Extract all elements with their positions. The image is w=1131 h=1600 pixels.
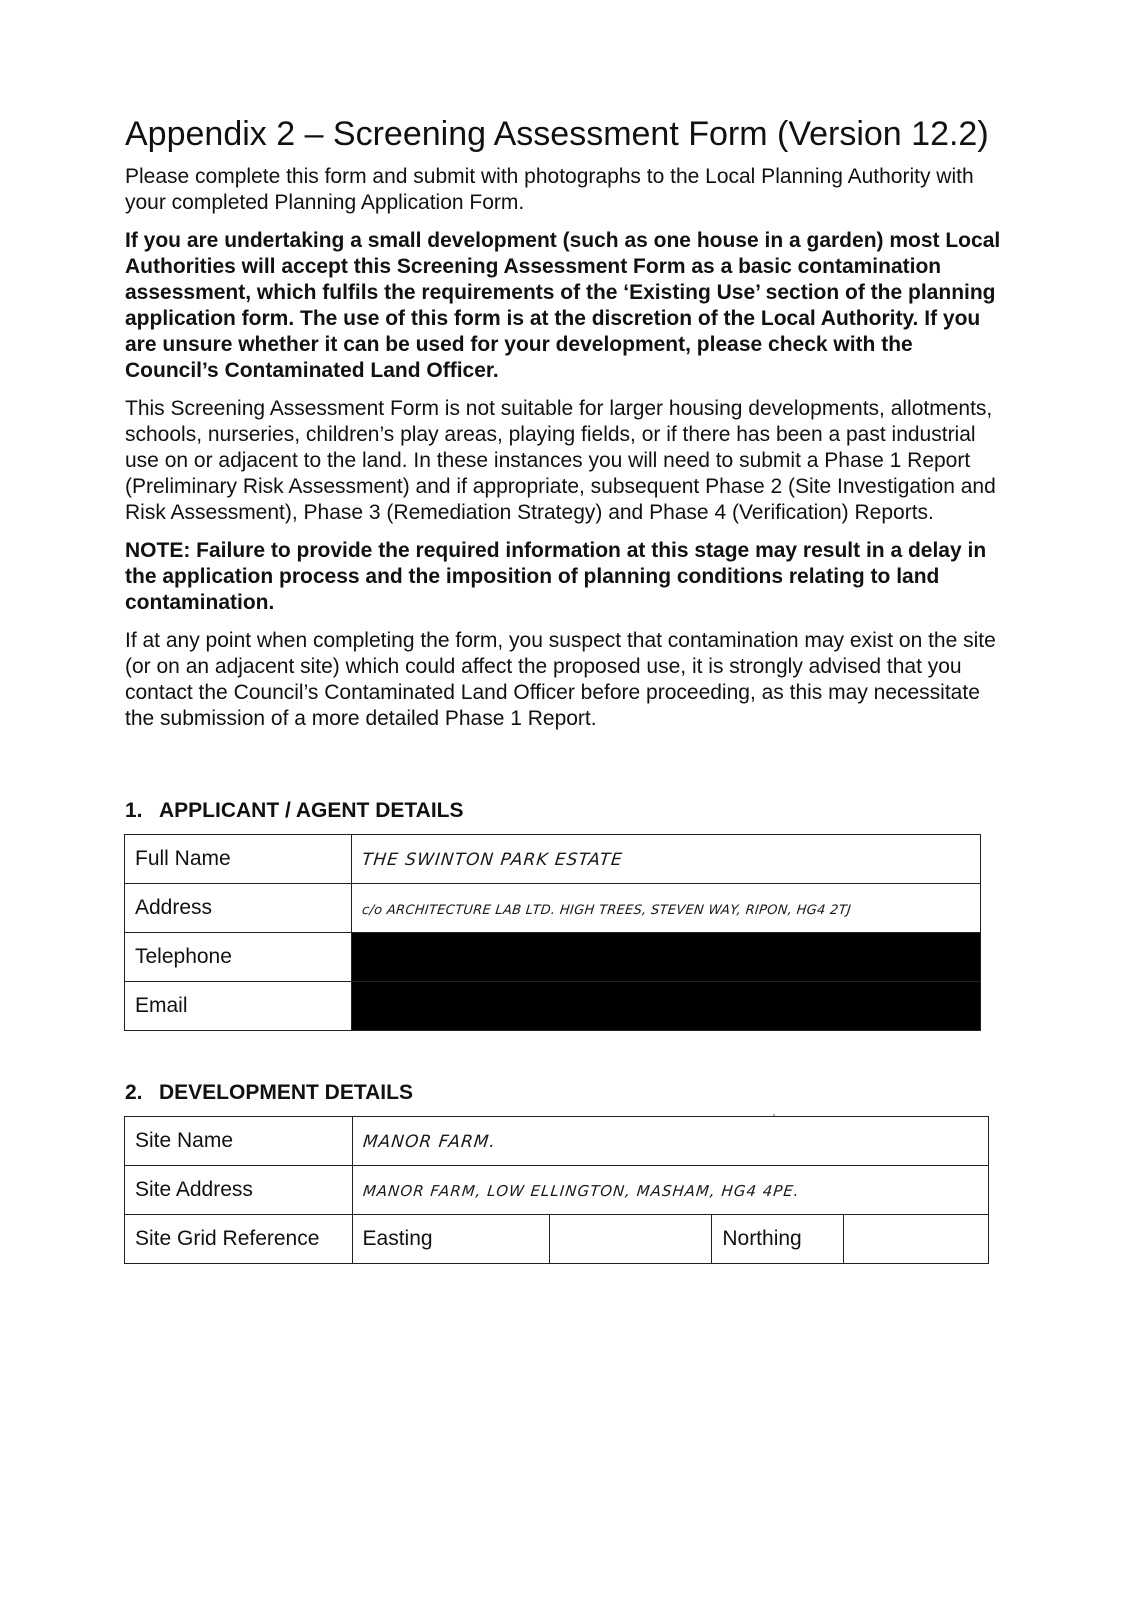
northing-label: Northing	[712, 1215, 843, 1264]
address-field[interactable]	[352, 884, 981, 933]
table-row	[125, 835, 981, 884]
site-name-value: MANOR FARM.	[361, 1132, 497, 1152]
table-row	[125, 1215, 989, 1264]
site-address-value: MANOR FARM, LOW ELLINGTON, MASHAM, HG4 4PE.	[361, 1182, 801, 1200]
section1-heading	[125, 798, 464, 824]
site-address-field[interactable]	[352, 1166, 988, 1215]
table-row	[125, 933, 981, 982]
bold-notice-paragraph: If you are undertaking a small development (such as one house in a garden) most Local Authorities will accept this Screening Assessment Form as a basic contamination assessment, which fulfils the requirements of the ‘Existing Use’ section of the planning application form. The use of this form is at the discretion of the Local Authority. If you are unsure whether it can be used for your development, please check with the Council’s Contaminated Land Officer.	[125, 229, 1001, 382]
email-redacted-field	[352, 982, 981, 1031]
address-label: Address	[125, 884, 352, 933]
easting-label: Easting	[352, 1215, 549, 1264]
applicant-details-table	[124, 834, 981, 1031]
table-row	[125, 982, 981, 1031]
full-name-field[interactable]	[352, 835, 981, 884]
advice-paragraph: If at any point when completing the form, you suspect that contamination may exist on the site (or on an adjacent site) which could affect the proposed use, it is strongly advised that you contact the Council’s Contaminated Land Officer before proceeding, as this may necessitate the submission of a more detailed Phase 1 Report.	[125, 629, 996, 730]
section2-title: DEVELOPMENT DETAILS	[159, 1081, 413, 1104]
full-name-value: THE SWINTON PARK ESTATE	[360, 850, 624, 870]
northing-field[interactable]	[843, 1215, 988, 1264]
site-name-label: Site Name	[125, 1117, 353, 1166]
table-row	[125, 1166, 989, 1215]
table-row	[125, 1117, 989, 1166]
email-label: Email	[125, 982, 352, 1031]
intro-paragraph: Please complete this form and submit with photographs to the Local Planning Authority with your completed Planning Application Form.	[125, 165, 974, 214]
document-body	[125, 112, 1025, 732]
site-address-label: Site Address	[125, 1166, 353, 1215]
table-row	[125, 884, 981, 933]
full-name-label: Full Name	[125, 835, 352, 884]
easting-field[interactable]	[549, 1215, 711, 1264]
document-title: Appendix 2 – Screening Assessment Form (Version 12.2)	[125, 115, 989, 153]
section1-number: 1.	[125, 799, 143, 822]
address-value: c/o ARCHITECTURE LAB LTD. HIGH TREES, STEVEN WAY, RIPON, HG4 2TJ	[361, 903, 852, 918]
grid-reference-label: Site Grid Reference	[125, 1215, 353, 1264]
section2-number: 2.	[125, 1081, 143, 1104]
section2-heading	[125, 1080, 413, 1106]
note-paragraph: NOTE: Failure to provide the required information at this stage may result in a delay in the application process and the imposition of planning conditions relating to land contamination.	[125, 539, 987, 614]
suitability-paragraph: This Screening Assessment Form is not suitable for larger housing developments, allotments, schools, nurseries, children’s play areas, playing fields, or if there has been a past industrial use on or adjacent to the land. In these instances you will need to submit a Phase 1 Report (Preliminary Risk Assessment) and if appropriate, subsequent Phase 2 (Site Investigation and Risk Assessment), Phase 3 (Remediation Strategy) and Phase 4 (Verification) Reports.	[125, 397, 996, 524]
telephone-label: Telephone	[125, 933, 352, 982]
section1-title: APPLICANT / AGENT DETAILS	[159, 799, 464, 822]
development-details-table	[124, 1116, 989, 1264]
telephone-redacted-field	[352, 933, 981, 982]
site-name-field[interactable]	[352, 1117, 988, 1166]
